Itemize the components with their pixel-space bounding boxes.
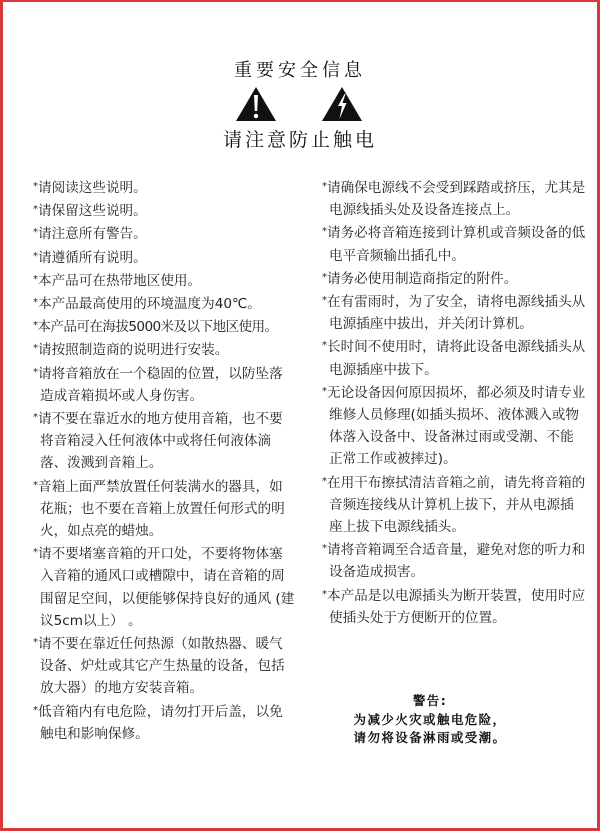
- safety-item: *无论设备因何原因损坏，都必须及时请专业维修人员修理(如插头损坏、液体溅入或物体落入设备中、设备淋过雨或受潮、不能正常工作或被摔过)。: [322, 384, 586, 468]
- safety-item: *低音箱内有电危险，请勿打开后盖，以免触电和影响保修。: [33, 703, 283, 742]
- warning-line-1: 为减少火灾或触电危险，: [353, 711, 507, 727]
- warning-box: [330, 692, 530, 748]
- safety-item: *请务必将音箱连接到计算机或音频设备的低电平音频输出插孔中。: [322, 225, 586, 264]
- warning-heading: 警告:: [412, 693, 448, 708]
- safety-item: *长时间不使用时，请将此设备电源线插头从电源插座中拔下。: [322, 339, 586, 378]
- electric-shock-warning-icon: [321, 86, 363, 122]
- document-subtitle: 请注意防止触电: [222, 129, 377, 151]
- safety-item: *本产品最高使用的环境温度为40℃。: [33, 296, 261, 313]
- safety-item: *在用干布擦拭清洁音箱之前，请先将音箱的音频连接线从计算机上拔下，并从电源插座上拔下电源线插头。: [322, 474, 586, 536]
- safety-item: *请将音箱调至合适音量，避免对您的听力和设备造成损害。: [322, 542, 586, 581]
- safety-item: *请注意所有警告。: [33, 226, 147, 243]
- safety-item: *请确保电源线不会受到踩踏或挤压，尤其是电源线插头处及设备连接点上。: [322, 180, 586, 219]
- safety-item: *本产品是以电源插头为断开装置，使用时应使插头处于方便断开的位置。: [322, 587, 586, 626]
- safety-item: *请按照制造商的说明进行安装。: [33, 342, 229, 359]
- left-column: [33, 176, 295, 745]
- safety-item: *请务必使用制造商指定的附件。: [322, 270, 518, 287]
- safety-item: *请不要在靠近任何热源（如散热器、暖气设备、炉灶或其它产生热量的设备，包括放大器）的地方安装音箱。: [33, 636, 285, 697]
- document-title: 重要安全信息: [234, 60, 366, 81]
- safety-item: *请保留这些说明。: [33, 203, 147, 220]
- safety-item: *在有雷雨时，为了安全，请将电源线插头从电源插座中拔出，并关闭计算机。: [322, 294, 586, 333]
- safety-item: *音箱上面严禁放置任何装满水的器具，如花瓶；也不要在音箱上放置任何形式的明火，如点亮的蜡烛。: [33, 478, 285, 540]
- right-column: [322, 176, 586, 629]
- safety-item: *请不要在靠近水的地方使用音箱，也不要将音箱浸入任何液体中或将任何液体滴落、泼溅到音箱上。: [33, 411, 283, 472]
- safety-item: *本产品可在热带地区使用。: [33, 272, 202, 289]
- warning-icons: [0, 86, 600, 122]
- safety-item: *请阅读这些说明。: [33, 180, 147, 196]
- safety-item: *本产品可在海拔5000米及以下地区使用。: [33, 319, 278, 336]
- warning-line-2: 请勿将设备淋雨或受潮。: [353, 730, 507, 745]
- safety-item: *请不要堵塞音箱的开口处，不要将物体塞入音箱的通风口或槽隙中，请在音箱的周围留足空间，以便能够保持良好的通风 (建议5cm以上） 。: [33, 546, 295, 629]
- safety-item: *请遵循所有说明。: [33, 249, 147, 266]
- exclamation-warning-icon: [235, 86, 277, 122]
- safety-item: *请将音箱放在一个稳固的位置，以防坠落造成音箱损坏或人身伤害。: [33, 365, 283, 404]
